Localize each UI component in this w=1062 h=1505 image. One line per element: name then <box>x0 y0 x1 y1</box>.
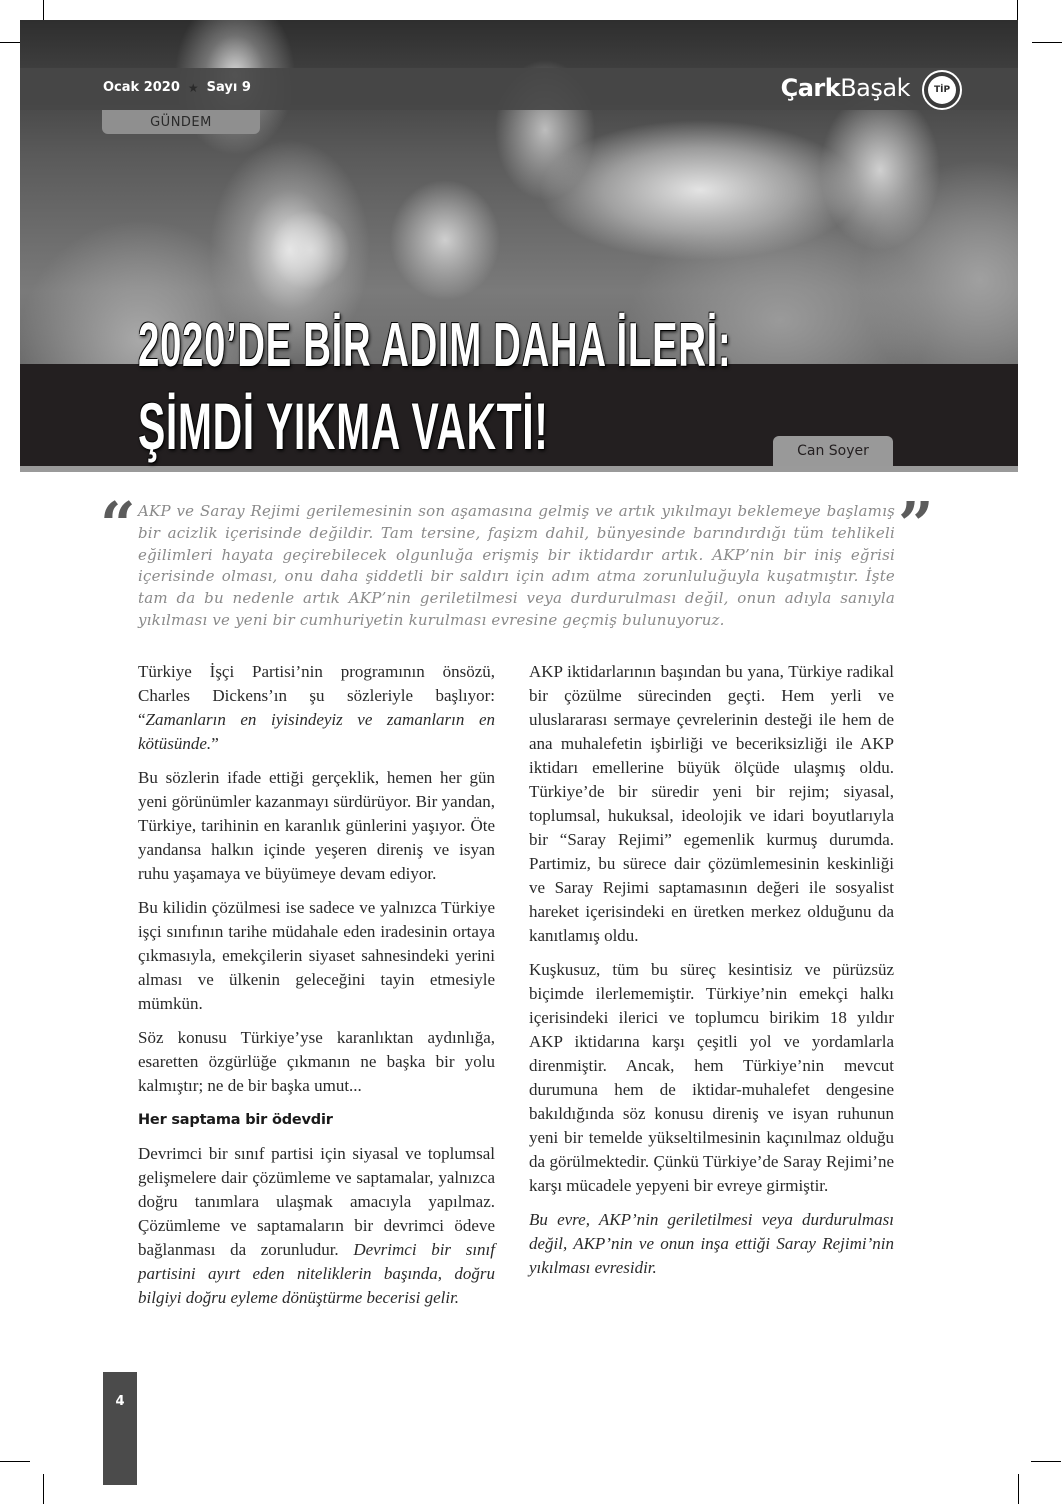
paragraph-text: ” <box>211 734 219 753</box>
article-title-line2: ŞİMDİ YIKMA VAKTİ! <box>138 389 549 463</box>
paragraph: Kuşkusuz, tüm bu süreç kesintisiz ve pürüzsüz biçimde ilerlememiştir. Türkiye’nin emekçi halkı içerisindeki ilerici ve toplumcu birikim 18 yıldır AKP iktidarına karşı çeşitli yol ve yordamlarla direnmiştir. Ancak, hem Türkiye’nin mevcut durumuna hem de iktidar-muhalefet dengesine bakıldığında söz konusu direniş ve isyan ruhunun yeni bir temelde yükseltilmesinin kaçınılmaz olduğu da görülmektedir. Çünkü Türkiye’de Saray Rejimi’ne karşı mücadele yepyeni bir evreye girmiştir. <box>529 960 894 1195</box>
brand-bold: Çark <box>780 74 841 102</box>
paragraph: Bu sözlerin ifade ettiği gerçeklik, hemen her gün yeni görünümler kazanmayı sürdürüyor. Bir yandan, Türkiye, tarihinin en karanlık günlerini yaşıyor. Öte yandansa halkın içinde yeşeren direniş ve isyan ruhu yaşamaya ve büyümeye devam ediyor. <box>138 768 495 883</box>
paragraph-text: Devrimci bir sınıf partisi için siyasal ve toplumsal gelişmelere dair çözümleme ve saptamalar, yalnızca doğru tanımlara ulaşmak amacıyla yapılmaz. Çözümleme ve saptamaların bir devrimci ödeve bağlanması da zorunludur. <box>138 1144 495 1259</box>
dickens-quote: Zamanların en iyisindeyiz ve zamanların en kötüsünde. <box>138 710 495 753</box>
hero-photo <box>20 20 1018 472</box>
crop-mark <box>43 1474 44 1504</box>
quote-open-icon: “ <box>100 488 136 561</box>
star-icon: ★ <box>187 80 199 95</box>
article-column-right <box>529 660 894 1290</box>
brand-logo-text <box>781 74 910 102</box>
issue-info <box>103 80 251 95</box>
issue-date: Ocak 2020 <box>103 80 180 95</box>
tip-emblem-text: TİP <box>928 76 956 104</box>
title-band-underline <box>20 466 1018 472</box>
paragraph: Söz konusu Türkiye’yse karanlıktan aydınlığa, esaretten özgürlüğe çıkmanın ne başka bir yolu kalmıştır; ne de bir başka umut... <box>138 1028 495 1095</box>
quote-close-icon: ” <box>898 488 934 561</box>
paragraph: Bu kilidin çözülmesi ise sadece ve yalnızca Türkiye işçi sınıfının tarihe müdahale eden iradesinin ortaya çıkmasıyla, emekçilerin siyaset sahnesindeki yerini alması ve ülkenin geleceğini tayin etmesiyle mümkün. <box>138 898 495 1013</box>
emphasis-text: Bu evre, AKP’nin geriletilmesi veya durdurulması değil, AKP’nin ve onun inşa ettiği Saray Rejimi’nin yıkılması evresidir. <box>529 1210 894 1277</box>
crop-mark <box>0 1461 30 1462</box>
pull-quote: AKP ve Saray Rejimi gerilemesinin son aşamasına gelmiş ve artık yıkılmayı beklemeye başlamış bir acizlik içerisinde değildir. Tam tersine, faşizm dahil, bünyesinde barındırdığı tüm tehlikeli eğilimleri hayata geçirebilecek olgunluğa erişmiş bir iktidardır artık. AKP’nin bir iniş eğrisi içerisinde olması, onu daha şiddetli bir saldırı için adım atma zorunluluğuyla kuşatmıştır. İşte tam da bu nedenle artık AKP’nin geriletilmesi veya durdurulması değil, onun adıyla sanıyla yıkılması ve yeni bir cumhuriyetin kurulması evresine geçmiş bulunuyoruz. <box>138 502 895 629</box>
paragraph-text: Türkiye İşçi Partisi’nin programının önsözü, Charles Dickens’ın şu sözleriyle başlıyor: “ <box>138 662 495 729</box>
article-column-left <box>138 660 495 1320</box>
brand-regular: Başak <box>840 74 910 102</box>
paragraph: AKP iktidarlarının başından bu yana, Türkiye radikal bir çözülme sürecinden geçti. Hem yerli ve uluslararası sermaye çevrelerinin desteği ile hem de ana muhalefetin işbirliği ve beceriksizliği ile AKP iktidarı emellerine büyük ölçüde ulaşmış oldu. Türkiye’de bir süredir yeni bir rejim; siyasal, toplumsal, hukuksal, ideolojik ve idari boyutlarıyla bir “Saray Rejimi” egemenlik kurmuş durumda. Partimiz, bu sürece dair çözümlemesinin keskinliği ve Saray Rejimi saptamasının değeri ile sosyalist hareket içerisindeki en üretken merkez olduğunu da kanıtlamış oldu. <box>529 662 894 945</box>
page-number: 4 <box>115 1394 125 1409</box>
crop-mark <box>1032 42 1062 43</box>
author-name: Can Soyer <box>773 436 893 466</box>
paragraph <box>138 660 495 756</box>
crop-mark <box>1018 1474 1019 1504</box>
tip-emblem-icon <box>922 70 962 110</box>
paragraph <box>138 1142 495 1310</box>
crop-mark <box>1031 1461 1061 1462</box>
issue-number: Sayı 9 <box>206 80 251 95</box>
page-number-box <box>103 1372 137 1485</box>
section-label: GÜNDEM <box>102 110 260 134</box>
paragraph <box>529 1208 894 1280</box>
subheading: Her saptama bir ödevdir <box>138 1112 333 1128</box>
article-title-line1: 2020’DE BİR ADIM DAHA İLERİ: <box>138 311 732 380</box>
emphasis-text: Devrimci bir sınıf partisini ayırt eden niteliklerin başında, doğru bilgiyi doğru eyleme dönüştürme becerisi gelir. <box>138 1240 495 1307</box>
